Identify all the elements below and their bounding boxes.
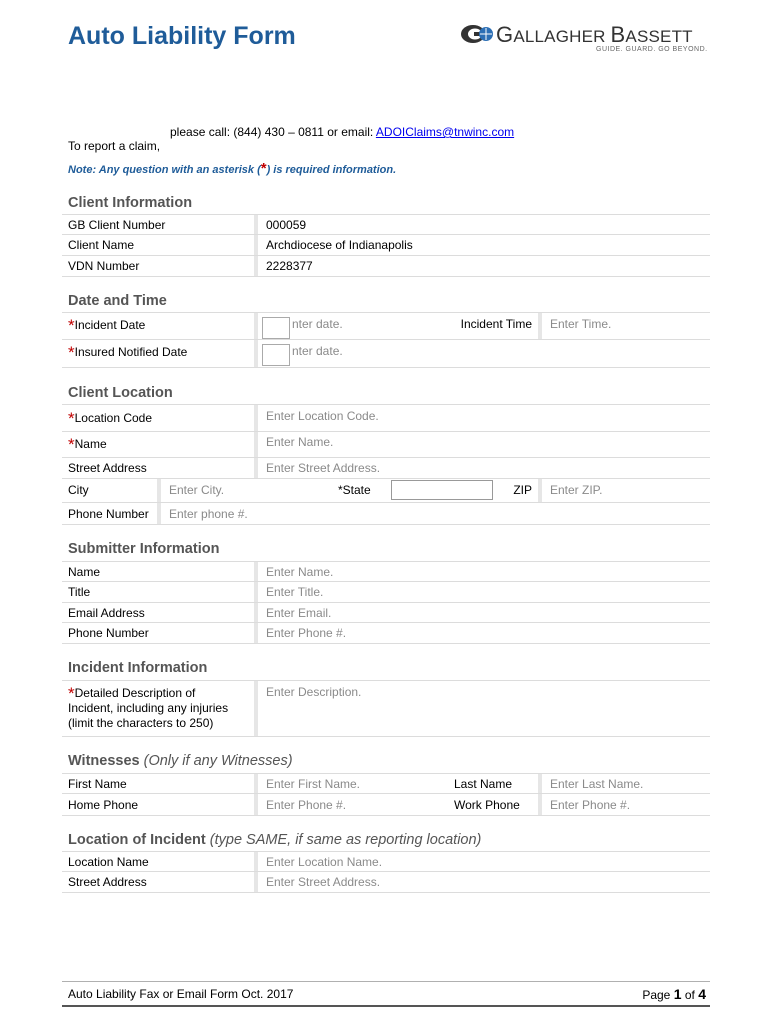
witness-work-phone-input[interactable]: Enter Phone #. (538, 794, 710, 815)
globe-g-logo-icon (460, 24, 494, 44)
table-row (62, 503, 710, 525)
description-label: *Detailed Description of Incident, including any injuries (limit the characters to 250) (68, 684, 229, 730)
table-row (62, 794, 710, 816)
incident-location-name-input[interactable]: Enter Location Name. (254, 852, 710, 871)
section-client-information: Client Information (68, 195, 193, 211)
street-address-label: Street Address (68, 461, 147, 475)
submitter-phone-label: Phone Number (68, 626, 149, 640)
table-row (62, 340, 710, 368)
incident-time-label: Incident Time (460, 317, 532, 331)
gb-client-number-label: GB Client Number (68, 218, 166, 232)
witness-home-phone-label: Home Phone (68, 798, 139, 812)
street-address-input[interactable]: Enter Street Address. (254, 458, 710, 478)
client-name-label: Client Name (68, 238, 135, 252)
asterisk-marker: * (260, 160, 267, 177)
submitter-phone-input[interactable]: Enter Phone #. (254, 623, 710, 643)
section-client-location: Client Location (68, 385, 173, 401)
state-label: *State (338, 483, 371, 497)
phone-number-label: Phone Number (68, 507, 149, 521)
state-select[interactable] (391, 480, 493, 500)
page-indicator: Page 1 of 4 (642, 986, 706, 1002)
gb-client-number-value: 000059 (254, 215, 710, 234)
section-date-time: Date and Time (68, 293, 167, 309)
report-claim-text: To report a claim, (68, 139, 161, 153)
description-textarea[interactable]: Enter Description. (254, 681, 710, 736)
table-row (62, 312, 710, 340)
location-code-label: *Location Code (68, 409, 153, 428)
claims-email-link[interactable]: ADOIClaims@tnwinc.com (375, 125, 515, 139)
incident-date-label: *Incident Date (68, 316, 146, 335)
section-witnesses: Witnesses (Only if any Witnesses) (68, 753, 293, 769)
location-code-input[interactable]: Enter Location Code. (254, 405, 710, 431)
submitter-title-input[interactable]: Enter Title. (254, 582, 710, 602)
logo-wordmark: GALLAGHER BASSETT (496, 22, 693, 47)
logo-tagline: GUIDE. GUARD. GO BEYOND. (596, 46, 708, 53)
table-row (62, 235, 710, 256)
witness-work-phone-label: Work Phone (454, 798, 520, 812)
submitter-email-label: Email Address (68, 606, 145, 620)
call-text: please call: (844) 430 – 0811 or email: (170, 125, 376, 139)
table-row (62, 851, 710, 872)
incident-street-address-input[interactable]: Enter Street Address. (254, 872, 710, 892)
vdn-number-value: 2228377 (254, 256, 710, 276)
zip-input[interactable]: Enter ZIP. (538, 479, 710, 502)
vdn-number-label: VDN Number (68, 259, 140, 273)
contact-line (170, 125, 514, 139)
section-location-of-incident: Location of Incident (type SAME, if same as reporting location) (68, 832, 482, 848)
incident-time-input[interactable]: Enter Time. (538, 313, 710, 339)
submitter-title-label: Title (68, 585, 91, 599)
submitter-name-input[interactable]: Enter Name. (254, 562, 710, 581)
submitter-name-label: Name (68, 565, 101, 579)
table-row (62, 872, 710, 893)
witness-last-name-input[interactable]: Enter Last Name. (538, 774, 710, 793)
gallagher-bassett-logo (460, 22, 708, 56)
location-name-label: *Name (68, 435, 107, 454)
table-row (62, 773, 710, 794)
notified-date-placeholder: nter date. (292, 344, 343, 358)
required-note: Note: Any question with an asterisk (*) is required information. (68, 160, 397, 177)
client-name-value: Archdiocese of Indianapolis (254, 235, 710, 255)
witness-first-name-label: First Name (68, 777, 127, 791)
table-row (62, 458, 710, 479)
incident-location-name-label: Location Name (68, 855, 149, 869)
city-label: City (68, 483, 89, 497)
zip-label: ZIP (513, 483, 532, 497)
table-row (62, 404, 710, 432)
insured-notified-date-field[interactable] (254, 340, 710, 367)
table-row (62, 680, 710, 737)
section-submitter-information: Submitter Information (68, 541, 220, 557)
table-row (62, 561, 710, 582)
submitter-email-input[interactable]: Enter Email. (254, 603, 710, 622)
witness-last-name-label: Last Name (454, 777, 513, 791)
table-row (62, 603, 710, 623)
city-input[interactable]: Enter City. (157, 479, 332, 502)
footer-divider (62, 981, 710, 982)
witness-first-name-input[interactable]: Enter First Name. (254, 774, 442, 793)
table-row (62, 432, 710, 458)
location-name-input[interactable]: Enter Name. (254, 432, 710, 457)
insured-notified-date-label: *Insured Notified Date (68, 343, 188, 362)
form-title: Auto Liability Form (68, 22, 296, 50)
section-incident-information: Incident Information (68, 660, 208, 676)
phone-number-input[interactable]: Enter phone #. (157, 503, 710, 524)
witness-home-phone-input[interactable]: Enter Phone #. (254, 794, 442, 815)
incident-date-placeholder: nter date. (292, 317, 343, 331)
table-row (62, 582, 710, 603)
incident-date-field[interactable] (254, 313, 442, 339)
table-row (62, 256, 710, 277)
footer-form-name: Auto Liability Fax or Email Form Oct. 2017 (68, 987, 294, 1001)
table-row (62, 623, 710, 644)
table-row (62, 479, 710, 503)
footer-bottom-rule (62, 1005, 710, 1007)
incident-street-address-label: Street Address (68, 875, 147, 889)
table-row (62, 214, 710, 235)
